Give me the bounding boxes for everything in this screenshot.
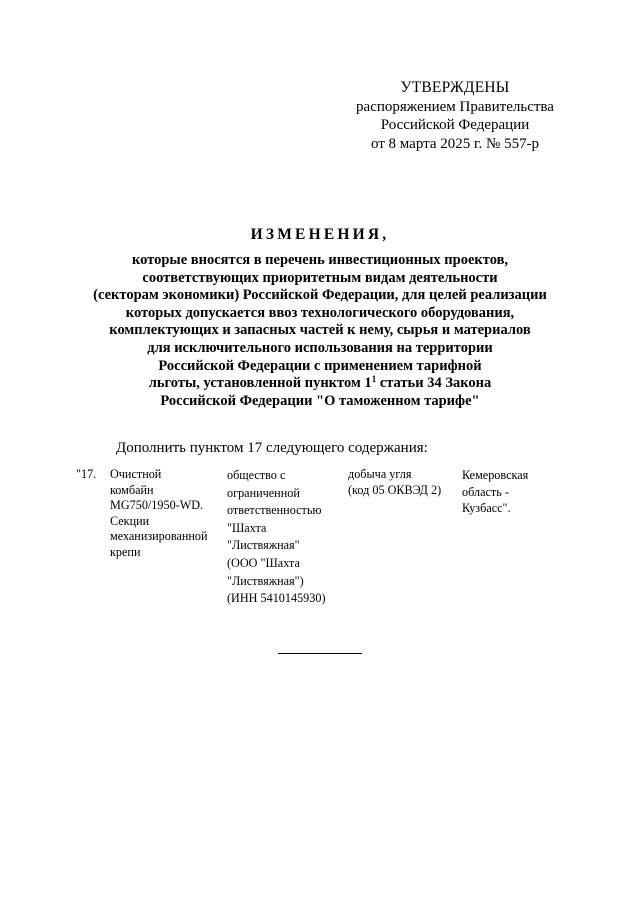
cell-line: (ООО "Шахта bbox=[227, 555, 300, 570]
cell-line: Секции bbox=[110, 513, 150, 528]
superscript-index: 1 bbox=[371, 374, 377, 385]
subtitle-line: (секторам экономики) Российской Федерации, для целей реализации bbox=[93, 287, 547, 304]
subtitle-line: для исключительного использования на территории bbox=[147, 339, 493, 356]
subtitle-line: Российской Федерации "О таможенном тарифе" bbox=[160, 392, 480, 409]
cell-line: Очистной bbox=[110, 467, 162, 481]
document-subtitle bbox=[60, 252, 580, 410]
document-title: ИЗМЕНЕНИЯ, bbox=[250, 226, 390, 243]
subtitle-line: Российской Федерации с применением тарифной bbox=[158, 357, 482, 374]
intro-text: Дополнить пунктом 17 следующего содержания: bbox=[116, 440, 428, 456]
subtitle-text: статьи 34 Закона bbox=[376, 375, 492, 392]
approval-line-2: Российской Федерации bbox=[380, 117, 530, 133]
subtitle-line: которые вносятся в перечень инвестиционных проектов, bbox=[131, 252, 509, 268]
cell-line: комбайн bbox=[110, 482, 154, 497]
cell-line: общество с bbox=[227, 468, 286, 482]
cell-line: (код 05 ОКВЭД 2) bbox=[348, 482, 442, 497]
cell-line: ответственностью bbox=[227, 503, 322, 518]
approval-line-3: от 8 марта 2025 г. № 557-р bbox=[370, 135, 540, 152]
equipment-cell bbox=[110, 467, 224, 561]
cell-line: Кузбасс". bbox=[462, 501, 511, 516]
region-cell bbox=[462, 467, 550, 517]
end-divider bbox=[278, 653, 362, 654]
approval-heading: УТВЕРЖДЕНЫ bbox=[400, 79, 510, 96]
approval-block bbox=[340, 79, 570, 153]
cell-line: "Шахта bbox=[227, 520, 267, 535]
approval-line-1: распоряжением Правительства bbox=[356, 98, 554, 115]
cell-line: "Листвяжная" bbox=[227, 538, 300, 553]
activity-cell bbox=[348, 467, 458, 498]
cell-line: MG750/1950-WD. bbox=[110, 498, 204, 513]
cell-line: "Листвяжная") bbox=[227, 573, 304, 588]
item-number: "17. bbox=[76, 467, 97, 481]
cell-line: ограниченной bbox=[227, 485, 300, 500]
cell-line: добыча угля bbox=[348, 467, 412, 481]
cell-line: механизированной bbox=[110, 529, 208, 544]
subtitle-text: льготы, установленной пунктом 1 bbox=[148, 375, 372, 392]
subtitle-line: соответствующих приоритетным видам деятельности bbox=[142, 269, 498, 286]
cell-line: крепи bbox=[110, 544, 141, 559]
organization-cell bbox=[227, 467, 339, 608]
subtitle-line-with-superscript bbox=[60, 375, 580, 393]
cell-line: Кемеровская bbox=[462, 468, 529, 482]
subtitle-line: которых допускается ввоз технологического оборудования, bbox=[125, 304, 515, 321]
cell-line: область - bbox=[462, 484, 509, 499]
cell-line: (ИНН 5410145930) bbox=[227, 591, 326, 606]
subtitle-line: комплектующих и запасных частей к нему, сырья и материалов bbox=[109, 322, 531, 339]
